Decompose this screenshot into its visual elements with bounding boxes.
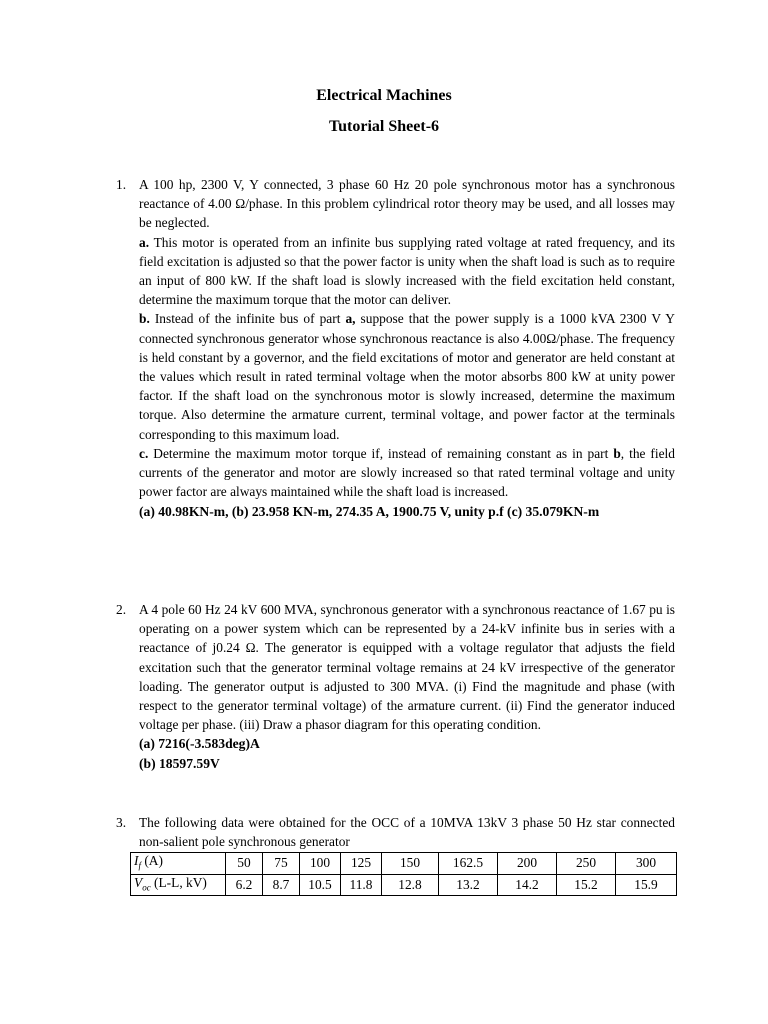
part-reference: b	[613, 445, 621, 461]
answer: (a) 40.98KN-m, (b) 23.958 KN-m, 274.35 A, 1900.75 V, unity p.f (c) 35.079KN-m	[139, 504, 600, 520]
part-text: Instead of the infinite bus of part	[154, 311, 341, 327]
answer-b: (b) 18597.59V	[139, 755, 220, 771]
table-cell: 200	[498, 853, 557, 875]
question-intro: A 4 pole 60 Hz 24 kV 600 MVA, synchronous generator with a synchronous reactance of 1.67 pu is operating on a power system which can be represented by a 24-kV infinite bus in series with a reactance of j0.24 Ω. The generator is equipped with a voltage regulator that adjusts the field excitation such that the generator terminal voltage remains at 24 kV irrespective of the generator loading. The generator output is adjusted to 300 MVA. (i) Find the magnitude and phase (with respect to the generator terminal voltage) of the armature current. (ii) Find the generator induced voltage per phase. (iii) Draw a phasor diagram for this operating condition.	[139, 602, 675, 733]
symbol: V	[134, 874, 143, 890]
table-cell: 15.2	[557, 874, 616, 896]
table-row	[131, 853, 677, 875]
question-number: 2.	[116, 602, 127, 617]
part-label: a.	[139, 234, 150, 250]
table-cell: 250	[557, 853, 616, 875]
question-body	[139, 175, 675, 522]
table-cell: 300	[616, 853, 677, 875]
question-part-b	[139, 309, 675, 443]
table-cell: 11.8	[341, 874, 382, 896]
table-cell: 10.5	[300, 874, 341, 896]
document-subtitle: Tutorial Sheet-6	[328, 118, 440, 135]
answer-a: (a) 7216(-3.583deg)A	[139, 736, 260, 752]
question-body	[139, 813, 675, 851]
question-body	[139, 600, 675, 773]
table-cell: 75	[263, 853, 300, 875]
row-header-open-circuit-voltage	[131, 874, 226, 896]
occ-data-table	[130, 852, 677, 896]
question-intro: The following data were obtained for the OCC of a 10MVA 13kV 3 phase 50 Hz star connected non-salient pole synchronous generator	[139, 815, 675, 850]
question-part-a	[139, 233, 675, 310]
table-cell: 162.5	[439, 853, 498, 875]
table-row	[131, 874, 677, 896]
table-cell: 15.9	[616, 874, 677, 896]
question-number: 3.	[116, 815, 127, 830]
unit: (L-L, kV)	[150, 874, 207, 890]
table-cell: 50	[226, 853, 263, 875]
question-number: 1.	[116, 177, 127, 192]
symbol: I	[134, 853, 139, 868]
part-text: This motor is operated from an infinite bus supplying rated voltage at rated frequency, and its field excitation is adjusted so that the power factor is unity when the shaft load is such as to require an input of 800 kW. If the shaft load is slowly increased with the field excitation held constant, determine the maximum torque that the motor can deliver.	[139, 234, 675, 308]
table-cell: 100	[300, 853, 341, 875]
row-header-field-current	[131, 853, 226, 875]
table-cell: 150	[382, 853, 439, 875]
part-label: c.	[139, 445, 149, 461]
subscript: oc	[142, 882, 151, 893]
table-cell: 6.2	[226, 874, 263, 896]
table-cell: 12.8	[382, 874, 439, 896]
part-label: b.	[139, 311, 150, 327]
part-text: Determine the maximum motor torque if, instead of remaining constant as in part	[153, 445, 609, 461]
table-cell: 13.2	[439, 874, 498, 896]
part-text: , the field currents of the generator and motor are slowly increased so that rated terminal voltage and unity power factor are always maintained while the shaft load is increased.	[139, 445, 675, 500]
table-cell: 8.7	[263, 874, 300, 896]
part-text: suppose that the power supply is a 1000 kVA 2300 V Y connected synchronous generator whose synchronous reactance is also 4.00Ω/phase. The frequency is held constant by a governor, and the field excitations of motor and generator are held constant at the values which result in rated terminal voltage when the motor absorbs 800 kW at unity power factor. If the shaft load on the synchronous motor is slowly increased, determine the maximum torque. Also determine the armature current, terminal voltage, and power factor at the terminals corresponding to this maximum load.	[139, 311, 675, 442]
subscript: f	[138, 860, 141, 871]
question-part-c	[139, 444, 675, 502]
table-cell: 14.2	[498, 874, 557, 896]
question-intro: A 100 hp, 2300 V, Y connected, 3 phase 60 Hz 20 pole synchronous motor has a synchronous reactance of 4.00 Ω/phase. In this problem cylindrical rotor theory may be used, and all losses may be neglected.	[139, 177, 675, 231]
table-cell: 125	[341, 853, 382, 875]
document-title: Electrical Machines	[316, 87, 452, 104]
part-reference: a,	[345, 311, 356, 327]
unit: (A)	[140, 853, 163, 868]
